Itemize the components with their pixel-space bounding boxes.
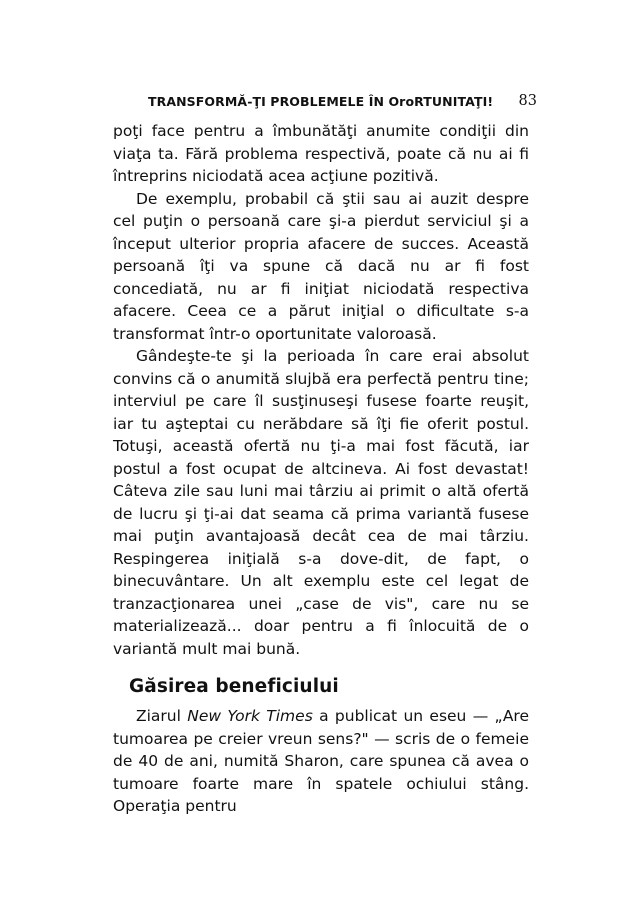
- nyt-text-start: Ziarul: [136, 707, 188, 725]
- paragraph-example-job-loss: De exemplu, probabil că ştii sau ai auzit despre cel puţin o persoană care şi-a pierdut serviciul şi a început ulterior propria afacere de succes. Această persoană îţi va spune că dacă nu ar fi fost concediată, nu ar fi iniţiat niciodată respectiva afacere. Ceea ce a părut iniţial o dificultate s-a transformat într-o oportunitate valoroasă.: [113, 189, 529, 343]
- paragraph-continuation: poţi face pentru a îmbunătăţi anumite condiţii din viaţa ta. Fără problema respectivă, poate că nu ai fi întreprins niciodată acea acţiune pozitivă.: [113, 122, 529, 185]
- paragraph-nyt-essay: [113, 705, 529, 818]
- page-number: 83: [518, 93, 537, 109]
- paragraph-example-job-offer: Gândeşte-te şi la perioada în care erai absolut convins că o anumită slujbă era perfectă pentru tine; interviul pe care îl susţinuseşi fusese foarte reuşit, iar tu aşteptai cu nerăbdare să îţi fie oferit postul. Totuşi, această ofertă nu ţi-a mai fost făcută, iar postul a fost ocupat de altcineva. Ai fost devastat! Câteva zile sau luni mai târziu ai primit o altă ofertă de lucru şi ţi-ai dat seama că prima variantă fusese mai puţin avantajoasă decât cea de mai târziu. Respingerea iniţială s-a dove-dit, de fapt, o binecuvântare. Un alt exemplu este cel legat de tranzacţionarea unei „case de vis", care nu se materializează... doar pentru a fi înlocuită de o variantă mult mai bună.: [113, 347, 529, 658]
- newspaper-title: New York Times: [187, 707, 313, 725]
- running-title: TRANSFORMĂ-ŢI PROBLEMELE ÎN OroRTUNITAŢI!: [148, 94, 494, 109]
- nyt-text-rest: a publicat un eseu — „Are tumoarea pe creier vreun sens?" — scris de o femeie de 40 de ani, numită Sharon, care spunea că avea o tumoare foarte mare în spatele ochiului stâng. Operaţia pentru: [113, 707, 529, 815]
- running-header: [113, 93, 537, 118]
- body-text: [113, 120, 529, 818]
- section-heading: Găsirea beneficiului: [129, 676, 339, 697]
